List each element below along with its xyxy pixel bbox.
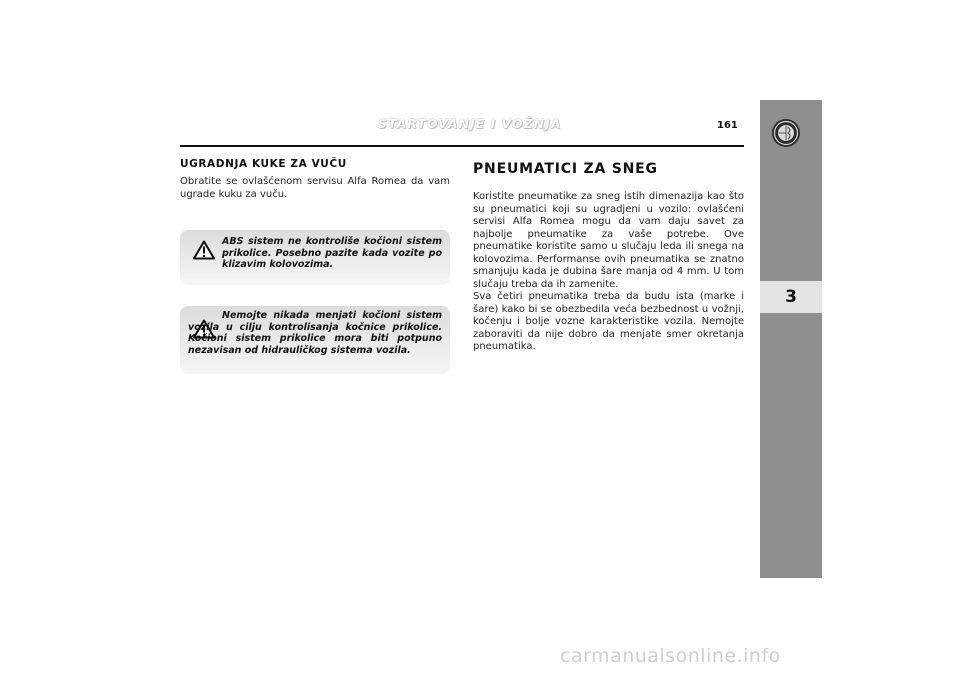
chapter-number: 3	[760, 281, 822, 313]
tow-hook-heading: UGRADNJA KUKE ZA VUČU	[180, 158, 347, 170]
warning-text-abs: ABS sistem ne kontroliše kočioni sistem prikolice. Posebno pazite kada vozite po klizavim kolovozima.	[222, 236, 442, 270]
tow-hook-paragraph: Obratite se ovlašćenom servisu Alfa Romea da vam ugrade kuku za vuču.	[180, 176, 450, 200]
page-number: 161	[717, 120, 738, 131]
snow-tyres-paragraph-2: Sva četiri pneumatika treba da budu ista (marke i šare) kako bi se obezbedila veća bezbednost u vožnji, kočenju i bolje vozne karakteristike vozila. Nemojte zaboraviti da nije dobro da menjate smer okretanja pneumatika.	[473, 291, 744, 352]
snow-tyres-paragraph-1: Koristite pneumatike za sneg istih dimenazija kao što su pneumatici koji su ugradjeni u vozilo: ovlašćeni servisi Alfa Romea mogu da vam daju savet za najbolje pneumatike za vaše potrebe. Ove pneumatike koristite samo u slučaju leda ili snega na kolovozima. Performanse ovih pneumatika se znatno smanjuju kada je dubina šare manja od 4 mm. U tom slučaju treba da ih zamenite.	[473, 191, 744, 290]
right-column	[473, 161, 744, 354]
warning-text-brake-system: Nemojte nikada menjati kočioni sistem vozila u cilju kontrolisanja kočnice prikolice. Kočioni sistem prikolice mora biti potpuno nezavisan od hidrauličkog sistema vozila.	[188, 310, 442, 356]
alfa-romeo-logo-icon	[771, 118, 801, 148]
warning-box-brake-system	[180, 306, 450, 374]
chapter-title: STARTOVANJE I VOŽNJA	[378, 116, 562, 131]
warning-triangle-icon	[193, 240, 215, 260]
chapter-side-tab	[760, 100, 822, 578]
site-watermark: carmanualsonline.info	[560, 645, 781, 667]
warning-box-abs	[180, 230, 450, 285]
header-rule	[180, 145, 744, 147]
left-column	[180, 158, 450, 201]
snow-tyres-heading: PNEUMATICI ZA SNEG	[473, 161, 658, 177]
